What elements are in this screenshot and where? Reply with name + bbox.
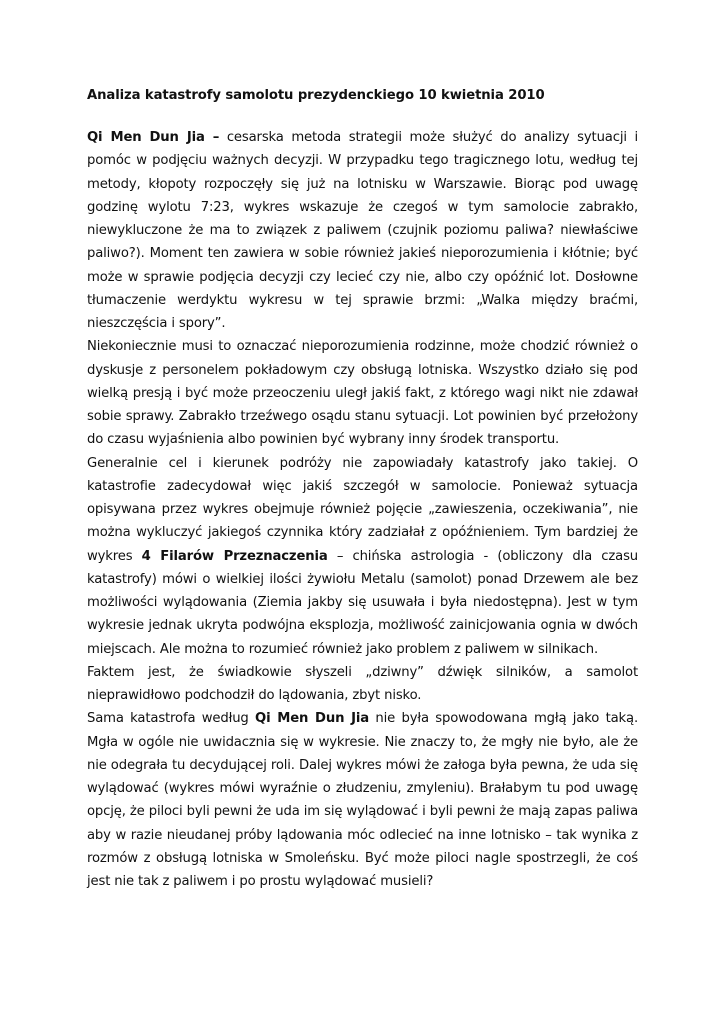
paragraph-1 [87, 126, 638, 335]
paragraph-5-bold: Qi Men Dun Jia [255, 711, 370, 727]
paragraph-3-bold: 4 Filarów Przeznaczenia [141, 548, 328, 564]
paragraph-2: Niekoniecznie musi to oznaczać nieporozumienia rodzinne, może chodzić również o dyskusje z personelem pokładowym czy obsługą lotniska. Wszystko działo się pod wielką presją i być może przeoczeniu uległ jakiś fakt, z którego wagi nikt nie zdawał sobie sprawy. Zabrakło trzeźwego osądu stanu sytuacji. Lot powinien być przełożony do czasu wyjaśnienia albo powinien być wybrany inny środek transportu. [87, 339, 638, 448]
paragraph-5-before: Sama katastrofa według [87, 711, 256, 727]
document-title: Analiza katastrofy samolotu prezydenckiego 10 kwietnia 2010 [87, 88, 545, 103]
paragraph-4: Faktem jest, że świadkowie słyszeli „dziwny” dźwięk silników, a samolot nieprawidłowo podchodził do lądowania, zbyt nisko. [87, 664, 638, 703]
paragraph-5-after: nie była spowodowana mgłą jako taką. Mgła w ogóle nie uwidacznia się w wykresie. Nie znaczy to, że mgły nie było, ale że nie odegrała tu decydującej roli. Dalej wykres mówi że załoga była pewna, że uda się wylądować (wykres mówi wyraźnie o złudzeniu, zmyleniu). Brałabym tu pod uwagę opcję, że piloci byli pewni że uda im się wylądować i byli pewni że mają zapas paliwa aby w razie nieudanej próby lądowania móc odlecieć na inne lotnisko – tak wynika z rozmów z obsługą lotniska w Smoleńsku. Być może piloci nagle spostrzegli, że coś jest nie tak z paliwem i po prostu wylądować musieli? [87, 711, 638, 889]
paragraph-5 [87, 707, 638, 893]
paragraph-1-lead: Qi Men Dun Jia – [87, 130, 220, 145]
paragraph-3-after: – chińska astrologia - (obliczony dla czasu katastrofy) mówi o wielkiej ilości żywiołu Metalu (samolot) ponad Drzewem ale bez możliwości wylądowania (Ziemia jakby się usuwała i była niedostępna). Jest w tym wykresie jednak ukryta podwójna eksplozja, możliwość zainicjowania ognia w dwóch miejscach. Ale można to rozumieć również jako problem z paliwem w silnikach. [87, 548, 638, 657]
paragraph-1-text: cesarska metoda strategii może służyć do analizy sytuacji i pomóc w podjęciu ważnych decyzji. W przypadku tego tragicznego lotu, według tej metody, kłopoty rozpoczęły się już na lotnisku w Warszawie. Biorąc pod uwagę godzinę wylotu 7:23, wykres wskazuje że czegoś w tym samolocie zabrakło, niewykluczone że ma to związek z paliwem (czujnik poziomu paliwa? niewłaściwe paliwo?). Moment ten zawiera w sobie również jakieś nieporozumienia i kłótnie; być może w sprawie podjęcia decyzji czy lecieć czy nie, albo czy opóźnić lot. Dosłowne tłumaczenie werdyktu wykresu w tej sprawie brzmi: „Walka między braćmi, nieszczęścia i spory”. [87, 130, 638, 331]
paragraph-3-before: Generalnie cel i kierunek podróży nie zapowiadały katastrofy jako takiej. O katastrofie zadecydował więc jakiś szczegół w samolocie. Ponieważ sytuacja opisywana przez wykres obejmuje również pojęcie „zawieszenia, oczekiwania”, nie można wykluczyć jakiegoś czynnika który zadziałał z opóźnieniem. Tym bardziej że wykres [87, 455, 638, 564]
paragraph-3 [87, 452, 638, 661]
document-body [87, 126, 638, 893]
